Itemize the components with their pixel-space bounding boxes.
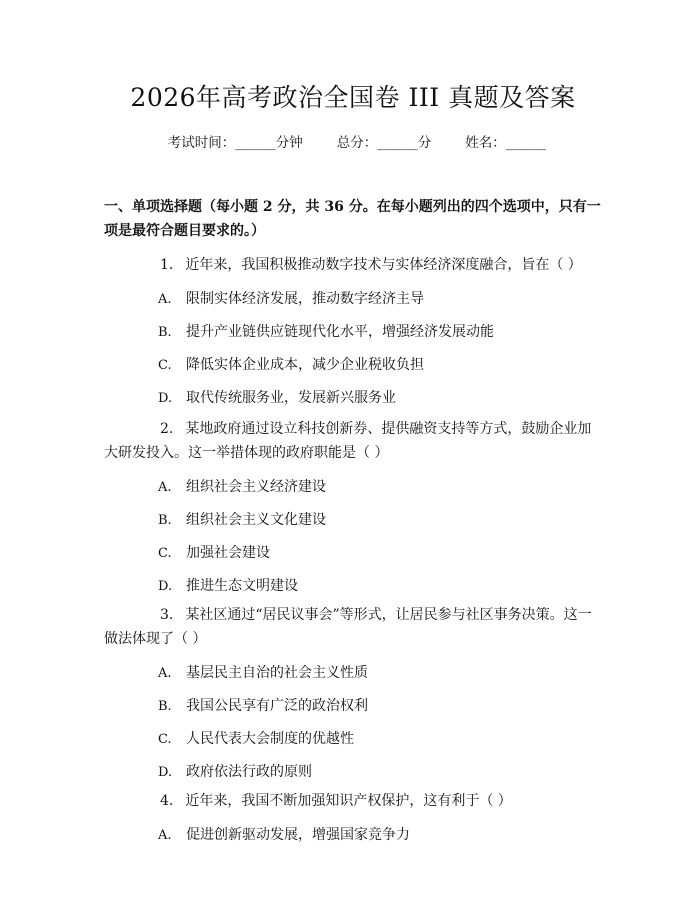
answer-option <box>104 762 602 783</box>
question-text: 某地政府通过设立科技创新券、提供融资支持等方式，鼓励企业加大研发投入。这一举措体现的政府职能是（ ） <box>104 421 592 461</box>
question-text: 某社区通过“居民议事会”等形式，让居民参与社区事务决策。这一做法体现了（ ） <box>104 607 592 647</box>
total-score-field: 总分：______分 <box>336 135 432 151</box>
option-text: 组织社会主义经济建设 <box>186 479 326 495</box>
answer-option <box>104 663 602 684</box>
option-text: 提升产业链供应链现代化水平，增强经济发展动能 <box>186 324 494 340</box>
question-stem <box>104 253 602 277</box>
answer-option <box>104 510 602 531</box>
page-title: 2026年高考政治全国卷 III 真题及答案 <box>130 83 576 112</box>
option-text: 政府依法行政的原则 <box>186 764 312 780</box>
option-text: 推进生态文明建设 <box>186 578 298 594</box>
option-letter: D. <box>158 391 173 406</box>
answer-option <box>104 477 602 498</box>
option-text: 降低实体企业成本，减少企业税收负担 <box>186 357 424 373</box>
question-list <box>104 253 602 846</box>
option-list <box>104 825 602 846</box>
option-letter: B. <box>158 699 172 714</box>
student-name-field: 姓名：______ <box>465 135 547 151</box>
question-stem <box>104 603 602 651</box>
option-letter: A. <box>158 480 172 495</box>
option-text: 限制实体经济发展，推动数字经济主导 <box>186 291 424 307</box>
question-2 <box>104 417 602 597</box>
question-text: 近年来，我国积极推动数字技术与实体经济深度融合，旨在（ ） <box>185 257 582 273</box>
exam-time-field: 考试时间：______分钟 <box>167 135 303 151</box>
option-letter: C. <box>158 732 172 747</box>
option-letter: A. <box>158 828 172 843</box>
answer-option <box>104 576 602 597</box>
question-number: 4. <box>160 793 174 809</box>
option-text: 我国公民享有广泛的政治权利 <box>186 698 368 714</box>
option-letter: D. <box>158 765 173 780</box>
question-4 <box>104 789 602 846</box>
option-text: 促进创新驱动发展，增强国家竞争力 <box>186 827 410 843</box>
answer-option <box>104 729 602 750</box>
section-heading: 一、单项选择题（每小题 2 分，共 36 分。在每小题列出的四个选项中，只有一项是最符合题目要求的。） <box>104 199 601 239</box>
question-stem <box>104 417 602 465</box>
option-list <box>104 477 602 597</box>
option-letter: C. <box>158 358 172 373</box>
question-number: 1. <box>160 257 174 273</box>
question-text: 近年来，我国不断加强知识产权保护，这有利于（ ） <box>185 793 512 809</box>
question-3 <box>104 603 602 783</box>
question-number: 2. <box>160 421 174 437</box>
question-stem <box>104 789 602 813</box>
option-letter: B. <box>158 325 172 340</box>
option-letter: A. <box>158 292 172 307</box>
option-text: 组织社会主义文化建设 <box>186 512 326 528</box>
option-letter: D. <box>158 579 173 594</box>
answer-option <box>104 543 602 564</box>
answer-option <box>104 289 602 310</box>
answer-option <box>104 355 602 376</box>
answer-option <box>104 322 602 343</box>
answer-option <box>104 825 602 846</box>
answer-option <box>104 388 602 409</box>
question-number: 3. <box>160 607 174 623</box>
question-1 <box>104 253 602 409</box>
option-text: 取代传统服务业，发展新兴服务业 <box>186 390 396 406</box>
option-text: 加强社会建设 <box>186 545 270 561</box>
option-letter: B. <box>158 513 172 528</box>
exam-meta <box>112 133 602 153</box>
answer-option <box>104 696 602 717</box>
option-text: 基层民主自治的社会主义性质 <box>186 665 368 681</box>
option-letter: C. <box>158 546 172 561</box>
option-list <box>104 663 602 783</box>
option-list <box>104 289 602 409</box>
option-letter: A. <box>158 666 172 681</box>
option-text: 人民代表大会制度的优越性 <box>186 731 354 747</box>
